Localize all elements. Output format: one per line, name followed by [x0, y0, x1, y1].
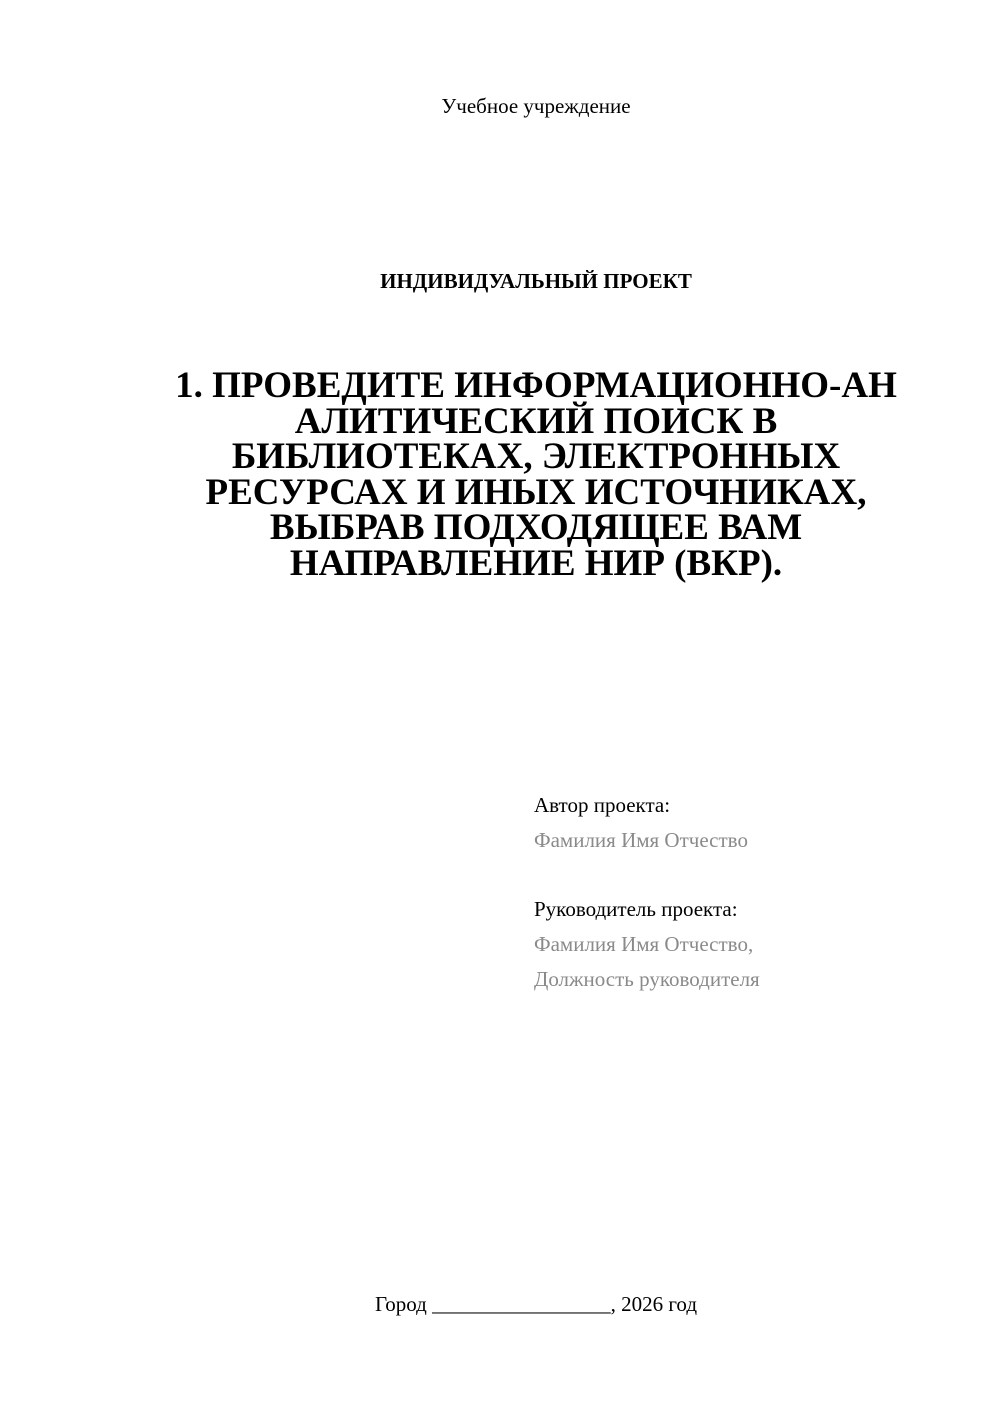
- credits-spacer: [534, 858, 974, 892]
- project-type-heading: ИНДИВИДУАЛЬНЫЙ ПРОЕКТ: [380, 269, 692, 293]
- supervisor-position: Должность руководителя: [534, 967, 760, 991]
- city-year-line: Город _________________, 2026 год: [374, 1292, 698, 1316]
- project-title-line: ВЫБРАВ ПОДХОДЯЩЕЕ ВАМ: [269, 507, 803, 548]
- supervisor-name: Фамилия Имя Отчество,: [534, 932, 754, 956]
- author-name: Фамилия Имя Отчество: [534, 828, 748, 852]
- supervisor-label: Руководитель проекта:: [534, 897, 738, 921]
- author-label: Автор проекта:: [534, 793, 671, 817]
- project-title: [150, 365, 922, 584]
- institution-name: Учебное учреждение: [441, 94, 631, 118]
- project-title-line: РЕСУРСАХ И ИНЫХ ИСТОЧНИКАХ,: [205, 471, 867, 513]
- project-title-line: БИБЛИОТЕКАХ, ЭЛЕКТРОННЫХ: [231, 436, 841, 477]
- credits-block: [534, 788, 974, 997]
- project-title-line: 1. ПРОВЕДИТЕ ИНФОРМАЦИОННО-АН: [175, 365, 897, 406]
- project-title-line: НАПРАВЛЕНИЕ НИР (ВКР).: [289, 542, 783, 584]
- project-title-line: АЛИТИЧЕСКИЙ ПОИСК В: [294, 400, 778, 442]
